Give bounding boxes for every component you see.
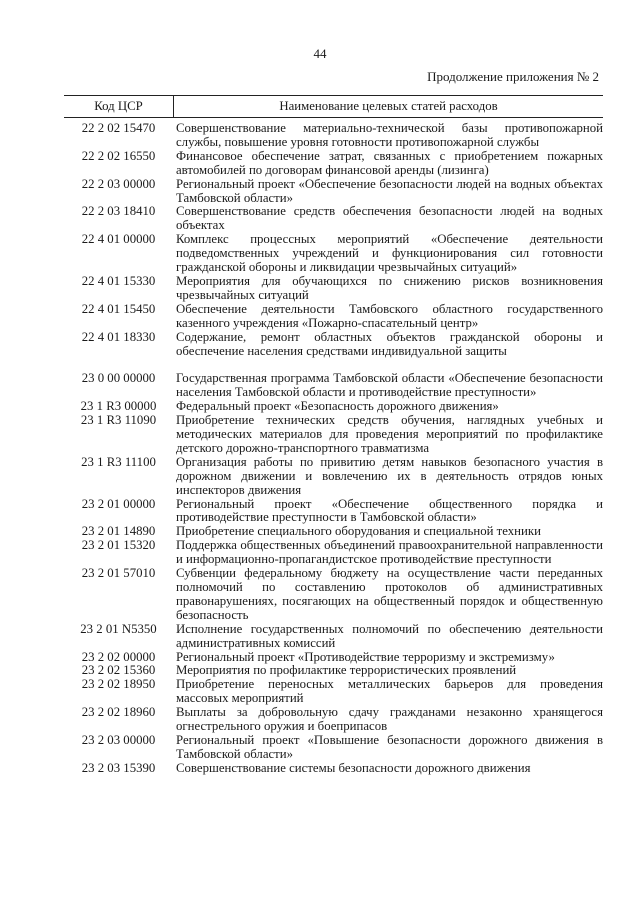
row-name: Совершенствование системы безопасности дорожного движения [176,760,531,775]
table-row [64,372,603,400]
continuation-label: Продолжение приложения № 2 [427,69,599,84]
row-code: 23 1 R3 11090 [80,413,157,428]
row-name: Региональный проект «Повышение безопасности дорожного движения в Тамбовской области» [176,732,603,761]
row-code: 22 2 02 16550 [81,148,156,163]
row-code: 23 2 02 15360 [81,663,156,678]
row-code: 22 4 01 15330 [81,273,156,288]
row-code: 23 2 02 18960 [81,705,156,720]
row-code: 23 2 01 00000 [81,496,156,511]
row-name: Содержание, ремонт областных объектов гражданской обороны и обеспечение населения средствами индивидуальной защиты [176,329,603,358]
row-name: Организация работы по привитию детям навыков безопасного участия в дорожном движении и вовлечению их в деятельность отрядов юных инспекторов движения [176,454,603,497]
table-row [64,664,603,678]
table-row [64,275,603,303]
table-row [64,623,603,651]
row-code: 23 2 01 15320 [81,538,156,553]
table-row [64,122,603,150]
row-name: Региональный проект «Противодействие терроризму и экстремизму» [176,649,555,664]
table-row [64,734,603,762]
row-name: Обеспечение деятельности Тамбовского областного государственного казенного учреждения «Пожарно-спасательный центр» [176,301,603,330]
row-code: 23 2 03 00000 [81,732,156,747]
row-name: Выплаты за добровольную сдачу гражданами незаконно хранящегося огнестрельного оружия и боеприпасов [176,705,603,734]
row-name: Поддержка общественных объединений правоохранительной направленности и информационно-пропагандистское противодействие преступности [176,538,603,567]
table-row [64,331,603,359]
row-name: Региональный проект «Обеспечение безопасности людей на водных объектах Тамбовской области» [176,176,603,205]
table-row [64,678,603,706]
row-code: 23 2 01 N5350 [80,621,157,636]
row-name: Приобретение переносных металлических барьеров для проведения массовых мероприятий [176,677,603,706]
row-code: 23 2 02 00000 [81,649,156,664]
row-name: Финансовое обеспечение затрат, связанных с приобретением пожарных автомобилей по договорам финансовой аренды (лизинга) [176,148,603,177]
row-code: 22 4 01 18330 [81,329,156,344]
row-name: Мероприятия для обучающихся по снижению рисков возникновения чрезвычайных ситуаций [176,273,603,302]
table-row [64,706,603,734]
row-code: 23 0 00 00000 [81,371,156,386]
row-name: Приобретение специального оборудования и специальной техники [176,524,541,539]
table-row [64,456,603,498]
row-name: Приобретение технических средств обучения, наглядных учебных и методических материалов для проведения мероприятий по профилактике детского дорожно-транспортного травматизма [176,413,603,455]
row-code: 22 2 02 15470 [81,121,156,135]
row-code: 22 4 01 00000 [81,232,156,247]
table-row [64,651,603,665]
header-name: Наименование целевых статей расходов [279,98,498,113]
table-row [64,400,603,414]
page-number: 44 [313,46,327,61]
row-name: Исполнение государственных полномочий по обеспечению деятельности административных комиссий [176,621,603,650]
table-row [64,205,603,233]
row-code: 22 2 03 18410 [81,204,156,219]
row-code: 23 2 03 15390 [81,760,156,775]
row-code: 22 2 03 00000 [81,176,156,191]
row-code: 22 4 01 15450 [81,301,156,316]
row-name: Совершенствование материально-технической базы противопожарной службы, повышение уровня готовности противопожарной службы [176,121,603,149]
table-row [64,762,603,776]
table-row [64,178,603,206]
row-name: Федеральный проект «Безопасность дорожного движения» [176,399,499,414]
table-row [64,414,603,456]
row-name: Совершенствование средств обеспечения безопасности людей на водных объектах [176,204,603,233]
row-code: 23 2 02 18950 [81,677,156,692]
table-row [64,233,603,275]
row-code: 23 1 R3 11100 [81,454,156,469]
table-body [64,122,603,776]
table-header [64,95,603,118]
row-code: 23 1 R3 00000 [80,399,157,414]
table-row [64,539,603,567]
table-row [64,567,603,623]
row-name: Мероприятия по профилактике террористических проявлений [176,663,517,678]
expenditure-table [64,95,603,776]
row-name: Региональный проект «Обеспечение общественного порядка и противодействие преступности в Тамбовской области» [176,496,603,525]
row-code: 23 2 01 14890 [81,524,156,539]
row-name: Комплекс процессных мероприятий «Обеспечение деятельности подведомственных учреждений и функционирования сил готовности гражданской обороны и ликвидации чрезвычайных ситуаций» [176,232,603,275]
header-code: Код ЦСР [64,96,174,117]
row-code: 23 2 01 57010 [81,566,156,581]
table-row [64,150,603,178]
table-row [64,303,603,331]
row-name: Государственная программа Тамбовской области «Обеспечение безопасности населения Тамбовской области и противодействие преступности» [176,371,603,400]
table-row [64,525,603,539]
row-name: Субвенции федеральному бюджету на осуществление части переданных полномочий по составлению протоколов об административных правонарушениях, посягающих на общественный порядок и общественную безопасность [176,566,603,622]
table-row [64,498,603,526]
